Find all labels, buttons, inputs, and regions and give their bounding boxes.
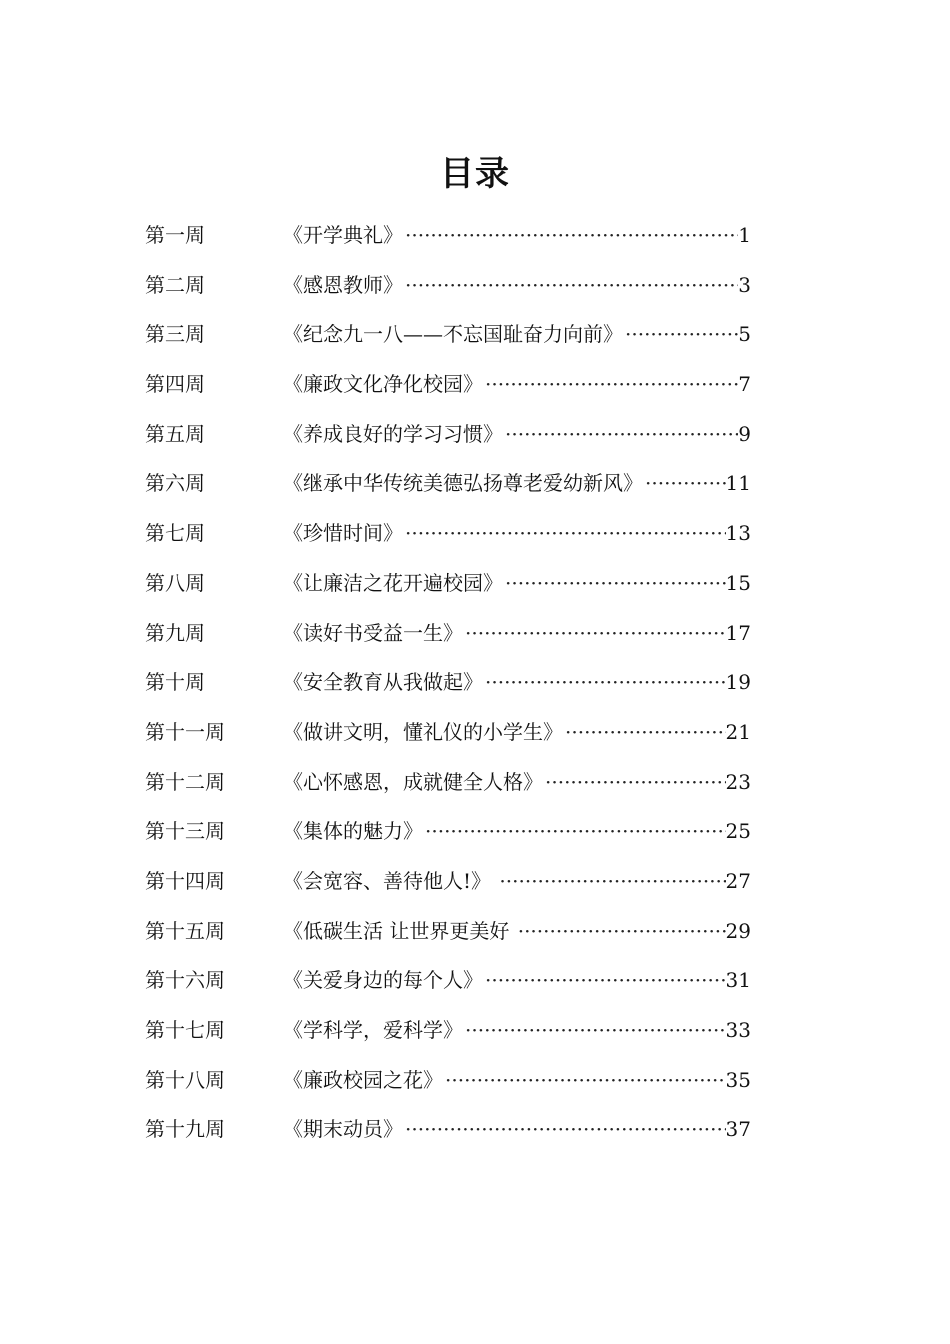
toc-entry [145, 807, 751, 857]
toc-week: 第六周 [145, 471, 205, 496]
toc-week: 第五周 [145, 421, 205, 446]
toc-week: 第七周 [145, 521, 205, 546]
toc-title: 《纪念九一八——不忘国耻奋力向前》 [283, 322, 623, 347]
dot-leader [463, 1006, 726, 1056]
toc-week: 第十八周 [145, 1067, 225, 1092]
toc-entry [145, 261, 751, 311]
toc-page-number: 29 [725, 918, 751, 943]
toc-page-number: 35 [725, 1067, 751, 1092]
toc-title: 《廉政校园之花》 [283, 1067, 443, 1092]
toc-week: 第十四周 [145, 868, 225, 893]
toc-page-number: 7 [738, 372, 751, 397]
toc-week: 第九周 [145, 620, 205, 645]
dot-leader [403, 211, 738, 261]
toc-title: 《会宽容、善待他人!》 [283, 868, 498, 893]
dot-leader [563, 708, 726, 758]
toc-title: 《感恩教师》 [283, 272, 403, 297]
toc-title: 《集体的魅力》 [283, 819, 423, 844]
toc-title: 《心怀感恩，成就健全人格》 [283, 769, 543, 794]
toc-week: 第八周 [145, 570, 205, 595]
toc-entry [145, 708, 751, 758]
dot-leader [463, 609, 726, 659]
toc-entry [145, 360, 751, 410]
toc-page-number: 1 [738, 223, 751, 247]
toc-page-number: 15 [725, 570, 751, 595]
toc-week: 第四周 [145, 372, 205, 397]
toc-entry [145, 211, 751, 261]
toc-page-number: 25 [725, 819, 751, 844]
toc-week: 第十三周 [145, 819, 225, 844]
toc-week: 第十九周 [145, 1117, 225, 1142]
toc-week: 第十五周 [145, 918, 225, 943]
toc-page-number: 19 [725, 670, 751, 695]
toc-page-number: 23 [725, 769, 751, 794]
dot-leader [483, 956, 726, 1006]
page-title: 目录 [440, 154, 510, 194]
dot-leader [543, 758, 726, 808]
toc-entry [145, 459, 751, 509]
dot-leader [483, 658, 726, 708]
toc-entry [145, 559, 751, 609]
toc-entry [145, 609, 751, 659]
toc-entry [145, 410, 751, 460]
toc-entry [145, 310, 751, 360]
toc-page-number: 33 [725, 1018, 751, 1042]
toc-week: 第三周 [145, 322, 205, 347]
toc-page-number: 21 [725, 719, 751, 744]
dot-leader [403, 1105, 726, 1155]
dot-leader [403, 261, 738, 311]
dot-leader [497, 857, 725, 907]
toc-entry [145, 658, 751, 708]
toc-week: 第十二周 [145, 769, 225, 794]
toc-entry [145, 1006, 751, 1056]
dot-leader [443, 1056, 726, 1106]
toc-title: 《继承中华传统美德弘扬尊老爱幼新风》 [283, 471, 643, 496]
toc-title: 《关爱身边的每个人》 [283, 968, 483, 993]
toc-title: 《读好书受益一生》 [283, 620, 463, 645]
dot-leader [623, 310, 738, 360]
dot-leader [403, 509, 726, 559]
toc-week: 第十周 [145, 670, 205, 695]
toc-title: 《低碳生活 让世界更美好 [283, 918, 516, 943]
toc-title: 《期末动员》 [283, 1117, 403, 1142]
toc-week: 第十一周 [145, 719, 225, 744]
dot-leader [643, 459, 726, 509]
toc-entry [145, 956, 751, 1006]
toc-title: 《开学典礼》 [283, 223, 403, 247]
dot-leader [503, 559, 726, 609]
toc-title: 《珍惜时间》 [283, 521, 403, 546]
toc-week: 第一周 [145, 223, 205, 247]
dot-leader [516, 907, 726, 957]
toc-page-number: 3 [738, 272, 751, 297]
toc-week: 第二周 [145, 272, 205, 297]
toc-page-number: 13 [725, 521, 751, 546]
toc-entry [145, 758, 751, 808]
toc-title: 《养成良好的学习习惯》 [283, 421, 503, 446]
toc-week: 第十六周 [145, 968, 225, 993]
table-of-contents [145, 211, 751, 1155]
dot-leader [483, 360, 738, 410]
toc-page-number: 37 [725, 1117, 751, 1142]
toc-page-number: 27 [725, 868, 751, 893]
toc-entry [145, 857, 751, 907]
toc-title: 《廉政文化净化校园》 [283, 372, 483, 397]
toc-entry [145, 1105, 751, 1155]
toc-page-number: 17 [725, 620, 751, 645]
toc-page-number: 9 [738, 421, 751, 446]
toc-week: 第十七周 [145, 1018, 225, 1042]
toc-page-number: 31 [725, 968, 751, 993]
dot-leader [503, 410, 738, 460]
toc-entry [145, 907, 751, 957]
toc-title: 《让廉洁之花开遍校园》 [283, 570, 503, 595]
dot-leader [423, 807, 726, 857]
toc-entry [145, 1056, 751, 1106]
toc-entry [145, 509, 751, 559]
toc-title: 《做讲文明，懂礼仪的小学生》 [283, 719, 563, 744]
toc-title: 《安全教育从我做起》 [283, 670, 483, 695]
toc-title: 《学科学，爱科学》 [283, 1018, 463, 1042]
toc-page-number: 11 [725, 471, 751, 496]
toc-page-number: 5 [738, 322, 751, 347]
